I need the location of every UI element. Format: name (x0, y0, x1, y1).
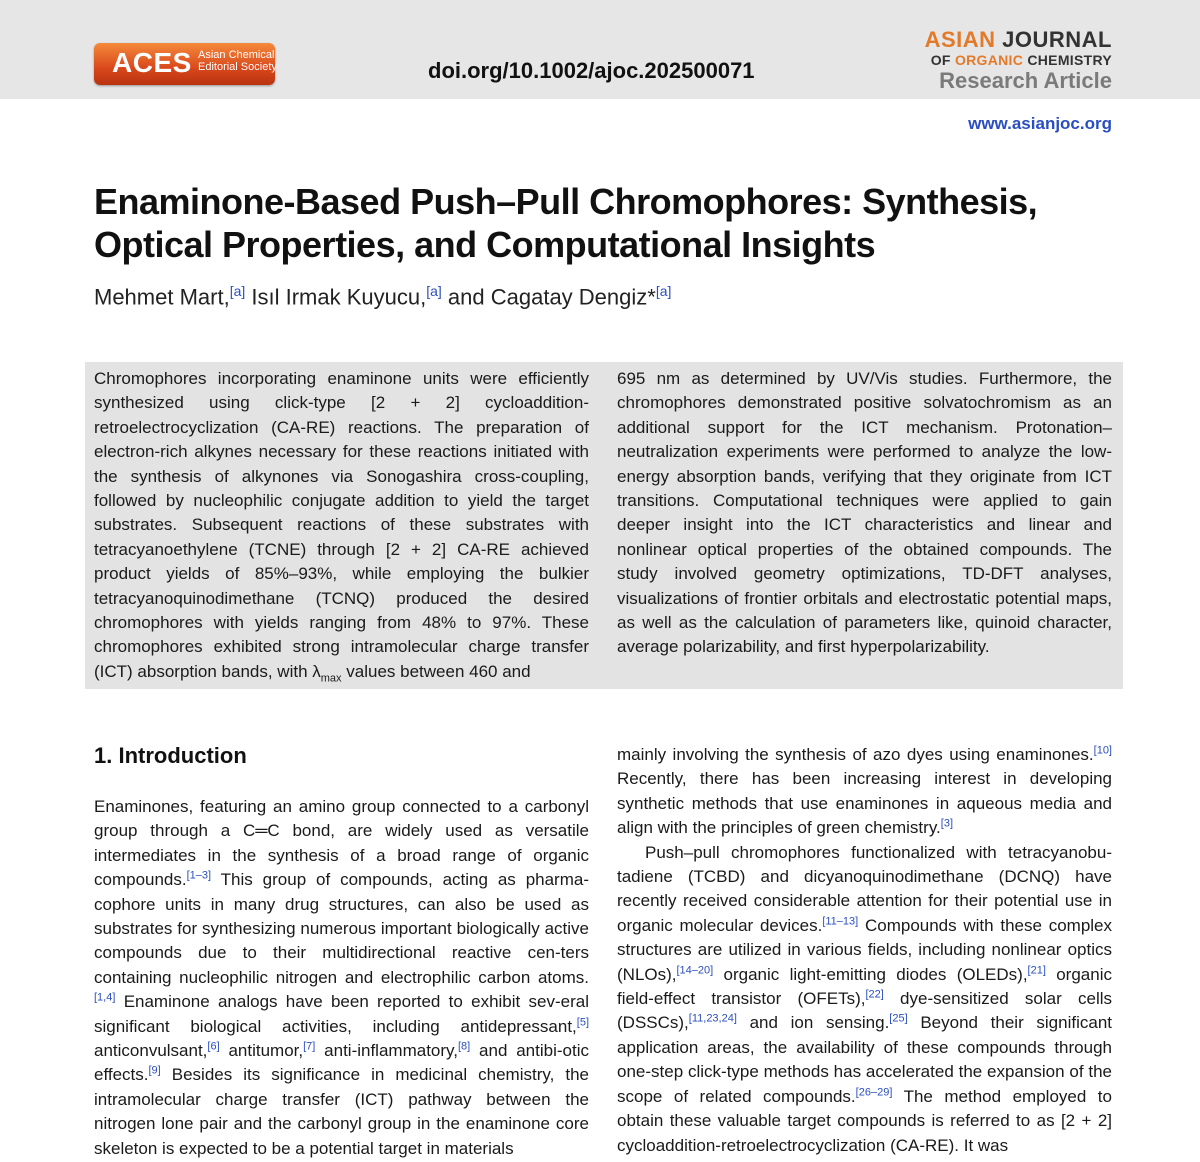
body-text: dye-sensitized solar cells (DSSCs), (617, 989, 1112, 1033)
citation-link[interactable]: [6] (207, 1040, 220, 1053)
abstract-text: values between 460 and (341, 661, 531, 681)
body-text: The method employed to obtain these valuable target compounds is referred to as [2 + 2] cycloaddition-retroelectrocyclization (CA-RE). It was (617, 1086, 1112, 1155)
body-text: antitumor, (219, 1041, 304, 1061)
intro-paragraph (617, 841, 1112, 1158)
body-text: Compounds with these complex structures are utilized in various fields, including nonlinear optics (NLOs), (617, 915, 1113, 984)
body-text: anticonvulsant, (94, 1041, 208, 1061)
aces-logo-subtitle: Asian Chemical Editorial Society (198, 49, 277, 73)
citation-link[interactable]: [11–13] (822, 915, 859, 928)
lambda-subscript: max (320, 672, 342, 685)
body-text: Push–pull chromophores functionalized with tetracyanobu-tadiene (TCBD) and dicyanoquinodimethane (DCNQ) have recently received considerable attention for their potential use in organic molecular devices. (617, 842, 1112, 935)
citation-link[interactable]: [10] (1093, 744, 1112, 757)
website-link[interactable]: www.asianjoc.org (968, 114, 1112, 133)
body-text: Enaminone analogs have been reported to exhibit sev-eral significant biological activities, including antidepressant, (94, 992, 589, 1036)
article-title (94, 180, 1124, 266)
journal-of: OF (930, 52, 951, 68)
journal-asian: ASIAN (924, 27, 996, 52)
abstract-right-column (617, 367, 1112, 660)
author-name: Isıl Irmak Kuyucu, (245, 284, 427, 310)
intro-left-column (94, 795, 589, 1161)
citation-link[interactable]: [5] (576, 1016, 589, 1028)
body-text: and ion sensing. (736, 1013, 890, 1033)
body-text: Beyond their significant application areas, the availability of these compounds through one-step click-type methods has accelerated the expansion of the scope of related compounds. (617, 1013, 1112, 1106)
body-text: This group of compounds, acting as pharma-cophore units in many drug structures, can also be used as substrates for synthesizing numerous important biologically active compounds due to their multidirectional reactive cen-ters containing nucleophilic nitrogen and electrophilic carbon atoms. (94, 870, 589, 987)
author-name: Mehmet Mart, (94, 284, 230, 310)
body-text: and antibi-otic effects. (94, 1041, 589, 1085)
citation-link[interactable]: [7] (303, 1040, 316, 1053)
lambda-symbol: λ (312, 661, 321, 681)
citation-link[interactable]: [14–20] (676, 964, 714, 976)
body-text: organic field-effect transistor (OFETs), (617, 964, 1112, 1009)
abstract-text: Chromophores incorporating enaminone units were efficiently synthesized using click-type [2 + 2] cycloaddition-retroelectrocyclization (CA-RE) reactions. The preparation of electron-rich alkynes necessary for these reactions initiated with the synthesis of alkynones via Sonogashira cross-coupling, followed by nucleophilic conjugate addition to yield the target substrates. Subsequent reactions of these substrates with tetracyanoethylene (TCNE) through [2 + 2] CA-RE achieved product yields of 85%–93%, while employing the bulkier tetracyanoquinodimethane (TCNQ) produced the desired chromophores with yields ranging from 48% to 97%. These chromophores exhibited strong intramolecular charge transfer (ICT) absorption bands, with (94, 369, 589, 681)
author-name: and Cagatay Dengiz* (441, 284, 656, 310)
citation-link[interactable]: [9] (148, 1064, 161, 1077)
journal-logo (852, 28, 1112, 94)
article-type: Research Article (939, 68, 1112, 93)
author-affiliation[interactable]: [a] (426, 283, 442, 299)
aces-logo[interactable] (94, 43, 275, 85)
journal-journal: JOURNAL (1002, 27, 1112, 52)
citation-link[interactable]: [21] (1027, 964, 1046, 976)
author-affiliation[interactable]: [a] (655, 283, 672, 299)
intro-paragraph (617, 743, 1112, 841)
journal-organic: ORGANIC (954, 52, 1024, 68)
title-line-1: Enaminone-Based Push–Pull Chromophores: Synthesis, (94, 181, 1038, 222)
intro-right-column (617, 743, 1112, 1158)
body-text: anti-inflammatory, (315, 1041, 458, 1061)
section-heading: 1. Introduction (94, 743, 247, 768)
citation-link[interactable]: [26–29] (855, 1086, 893, 1099)
citation-link[interactable]: [8] (458, 1040, 471, 1053)
body-text: Besides its significance in medicinal chemistry, the intramolecular charge transfer (ICT) pathway between the nitrogen lone pair and the carbonyl group in the enaminone core skeleton is expected to be a potential target in materials (94, 1065, 589, 1158)
body-text: organic light-emitting diodes (OLEDs), (713, 964, 1028, 984)
citation-link[interactable]: [22] (865, 988, 884, 1001)
intro-paragraph (94, 795, 589, 1161)
body-text: Enaminones, featuring an amino group connected to a carbonyl group through a C═C bond, are widely used as versatile intermediates in the synthesis of a broad range of organic compounds. (94, 797, 589, 890)
author-list (94, 283, 671, 310)
abstract-left-column (94, 367, 589, 684)
journal-chemistry: CHEMISTRY (1027, 52, 1112, 68)
body-text: Recently, there has been increasing interest in developing synthetic methods that use enaminones in aqueous media and align with the principles of green chemistry. (617, 769, 1112, 838)
citation-link[interactable]: [25] (889, 1012, 908, 1025)
citation-link[interactable]: [1,4] (94, 991, 116, 1004)
citation-link[interactable]: [11,23,24] (688, 1012, 737, 1025)
body-text: mainly involving the synthesis of azo dyes using enaminones. (617, 745, 1094, 764)
title-line-2: Optical Properties, and Computational Insights (94, 224, 876, 265)
abstract-text: 695 nm as determined by UV/Vis studies. Furthermore, the chromophores demonstrated positive solvatochromism as an additional support for the ICT mechanism. Protonation–neutralization experiments were performed to analyze the low-energy absorption bands, verifying that they originate from ICT transitions. Computational techniques were applied to gain deeper insight into the ICT characteristics and linear and nonlinear optical properties of the obtained compounds. The study involved geometry optimizations, TD-DFT analyses, visualizations of frontier orbitals and electrostatic potential maps, as well as the calculation of parameters like, quinoid character, average polarizability, and first hyperpolarizability. (617, 369, 1112, 657)
doi-link[interactable]: doi.org/10.1002/ajoc.202500071 (428, 58, 755, 83)
citation-link[interactable]: [1–3] (186, 869, 212, 882)
aces-logo-word: ACES (112, 47, 192, 78)
citation-link[interactable]: [3] (940, 817, 954, 830)
author-affiliation[interactable]: [a] (229, 283, 246, 299)
